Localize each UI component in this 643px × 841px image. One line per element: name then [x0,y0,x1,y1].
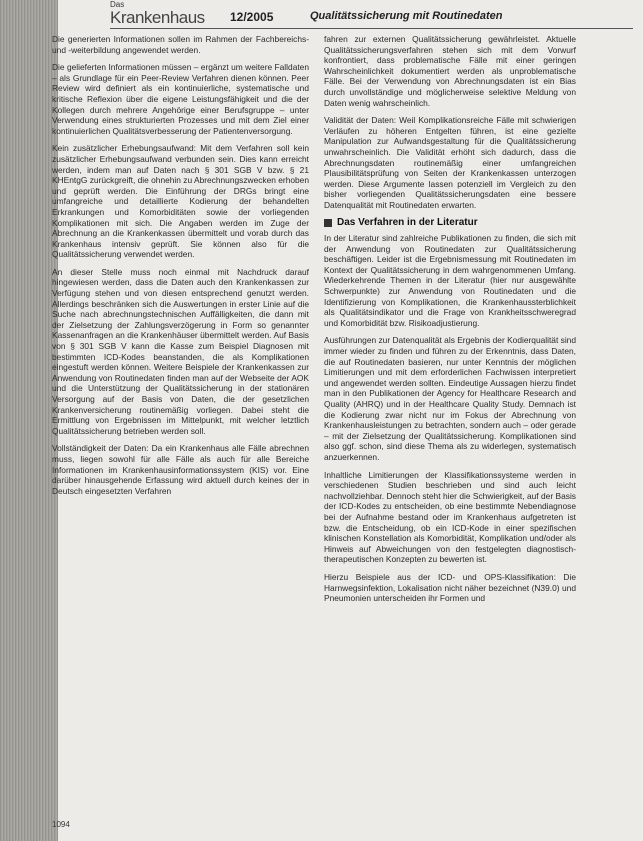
paragraph: Die gelieferten Informationen müssen – ergänzt um weitere Falldaten – als Grundlage für ein Peer-Review Verfahren dienen können. Peer Review wird definiert als ein kontinuierliche, systematische und kritische Reflexion über die eigene Leistungsfähigkeit und die der Kollegen durch mehrere Angehörige einer Berufsgruppe – unter Verwendung eines strukturierten Prozesses und mit dem Ziel einer kontinuierlichen Qualitätsverbesserung der Patientenversorgung. [52,62,309,136]
section-heading-text: Das Verfahren in der Literatur [337,216,478,228]
square-bullet-icon [324,219,332,227]
right-text-column [324,34,576,611]
paragraph: Ausführungen zur Datenqualität als Ergebnis der Kodierqualität sind immer wieder zu finden und führen zu der Erkenntnis, dass Daten, die auf Routinedaten basieren, nur unter Kenntnis der möglichen Limitierungen und mit dem erforderlichen Fachwissen interpretiert und angewendet werden sollten. Eindeutige Aussagen hierzu findet man in den Publikationen der Agency for Healthcare Research and Quality (AHRQ) und in der Healthcare Quality Study. Demnach ist die Kodierung zwar nicht nur im Fokus der Abrechnung von Krankenhausleistungen zu betrachten, sondern auch – oder gerade – mit der Zielsetzung der Qualitätssicherung. Komplikationen sind also ggf. schon, sind diese Thema als zu widerlegen, systematisch anzuerkennen. [324,335,576,462]
running-title: Qualitätssicherung mit Routinedaten [310,10,503,22]
page-header [110,0,633,29]
paragraph: Die generierten Informationen sollen im Rahmen der Fachbereichs- und -weiterbildung angewendet werden. [52,34,309,55]
page-number: 1094 [52,820,70,829]
paragraph: Validität der Daten: Weil Komplikationsreiche Fälle mit schwierigen Verläufen zu höheren Entgelten führen, ist eine gezielte Manipulation zur Aufwandsgestaltung für die Qualitätssicherung unwahrscheinlich. Die Validität erhöht sich dadurch, dass die Abrechnungsdaten routinemäßig einer umfangreichen Plausibilitätsprüfung von Seiten der Krankenkassen unterzogen werden. Diese Argumente lassen potenziell im Vergleich zu den bisher vorliegenden Qualitätssicherungsdaten eine bessere Datenqualität mit Routinedaten erwarten. [324,115,576,210]
book-page-edges [0,0,58,841]
paragraph: Inhaltliche Limitierungen der Klassifikationssysteme werden in verschiedenen Studien beschrieben und sind auch leicht nachvollziehbar. Dennoch steht hier die Schwierigkeit, auf der Basis der ICD-Kodes zu entscheiden, ob eine bestimmte Nebendiagnose bei der Aufnahme bestand oder im Krankenhaus aufgetreten ist bzw. die Entscheidung, ob ein ICD-Kode in einer spezifischen klinischen Konstellation als Komorbidität, Komplikation und/oder als Hinweis auf Abweichungen von den festgelegten diagnostisch-therapeutischen Konzepten zu bewerten ist. [324,469,576,565]
paragraph: An dieser Stelle muss noch einmal mit Nachdruck darauf hingewiesen werden, dass die Daten auch den Krankenkassen zur Verfügung stehen und von diesen entsprechend genutzt werden. Allerdings beschränken sich die Auswertungen in erster Linie auf die Suche nach abrechnungstechnischen Auffälligkeiten, die dann mit der Zielsetzung der Zahlungsverzögerung in Form so genannter Kassenanfragen an die Krankenhäuser übermittelt werden. Auf Basis von § 301 SGB V kann die Kasse zum Beispiel Diagnosen mit bestimmten ICD-Kodes beanstanden, die als Komplikationen eingestuft werden können. Weitere Beispiele der Krankenkassen zur Anwendung von Routinedaten finden man auf der Webseite der AOK und die Unterstützung der Qualitätssicherung in der stationären Versorgung auf der Basis von Daten, die der gesetzlichen Krankenversicherung routinemäßig vorliegen. Dabei steht die Ermittlung von Ergebnissen im Mittelpunkt, mit welcher letztlich Qualitätssicherung betrieben werden soll. [52,266,309,436]
paragraph: Kein zusätzlicher Erhebungsaufwand: Mit dem Verfahren soll kein zusätzlicher Erhebungsaufwand verbunden sein. Dies kann erreicht werden, indem man auf Daten nach § 301 SGB V bzw. § 21 KHEntgG zurückgreift, die ohnehin zu Abrechnungszwecken erhoben und geprüft werden. Die Einführung der DRGs bringt eine umfangreiche und detaillierte Kodierung der behandelten Erkrankungen und Komorbiditäten sowie der vorliegenden Komplikationen mit sich. Die Angaben werden im Zuge der Abrechnung an die Krankenkassen übermittelt und vorab durch das Krankenhaus intensiv geprüft. Sie können also für die Qualitätssicherung verwendet werden. [52,143,309,260]
journal-logo-prefix: Das [110,0,125,9]
journal-logo: Krankenhaus [110,8,205,27]
paragraph: Vollständigkeit der Daten: Da ein Krankenhaus alle Fälle abrechnen muss, liegen sowohl für alle Fälle als auch für alle Bereiche Informationen im Krankenhausinformationssystem (KIS) vor. Eine darüber hinausgehende Erfassung wird aktuell durch keines der in Deutsch eingesetzten Verfahren [52,443,309,496]
paragraph: Hierzu Beispiele aus der ICD- und OPS-Klassifikation: Die Harnwegsinfektion, Lokalisation nicht näher bezeichnet (N39.0) und Pneumonien unterscheiden ihr Formen und [324,571,576,604]
left-text-column [52,34,309,503]
paragraph: In der Literatur sind zahlreiche Publikationen zu finden, die sich mit der Anwendung von Routinedaten zur Qualitätssicherung beschäftigen. Leider ist die Ergebnismessung mit Routinedaten im Kontext der Qualitätssicherung in dem wahrgenommenen Umfang. Wiederkehrende Themen in der Literatur (hier nur ausgewählte Schwerpunkte) zur Anwendung von Routinedaten und die Identifizierung von Komplikationen, die Krankenhaussterblichkeit als Qualitätsindikator und die Frage von Krankheitsschweregrad und Komorbidität bzw. Risikoadjustierung. [324,233,576,328]
section-heading [324,218,576,229]
paragraph: fahren zur externen Qualitätssicherung gewährleistet. Aktuelle Qualitätssicherungsverfahren stehen sich mit dem Vorwurf konfrontiert, dass problematische Fälle mit einer geringen Wahrscheinlichkeit dokumentiert werden als unproblematische Fälle. Bei der Verwendung von Abrechnungsdaten ist ein Bias durch unvollständige und möglicherweise selektive Meldung von Daten wenig wahrscheinlich. [324,34,576,108]
issue-number: 12/2005 [230,10,274,24]
